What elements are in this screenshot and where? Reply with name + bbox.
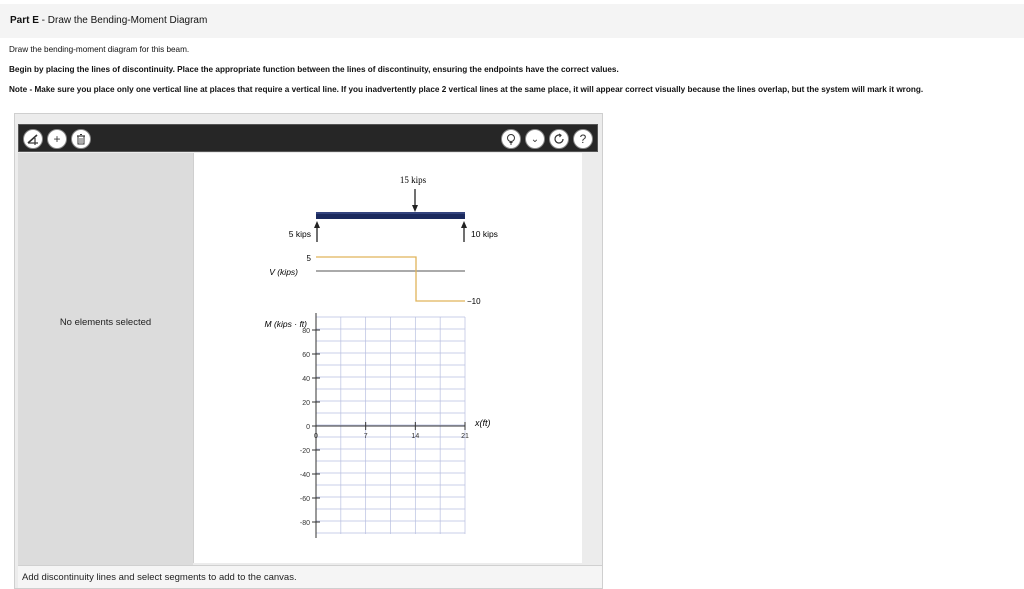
part-header	[0, 4, 1024, 38]
shear-value-neg: −10	[467, 297, 481, 306]
drawing-tool-panel	[14, 113, 603, 589]
y-tick-label: 80	[302, 328, 310, 335]
diagram-canvas[interactable]	[193, 153, 582, 563]
help-icon: ?	[579, 132, 587, 146]
status-bar	[18, 565, 602, 588]
discontinuity-icon	[26, 132, 40, 146]
properties-pane	[18, 153, 193, 565]
y-tick-label: -20	[299, 448, 310, 455]
x-tick-label: 21	[461, 433, 469, 440]
x-tick-label: 0	[314, 433, 318, 440]
trash-icon	[75, 133, 87, 145]
plus-icon: +	[53, 132, 61, 146]
reset-button[interactable]	[549, 129, 569, 149]
shear-axis-label: V (kips)	[269, 267, 298, 277]
x-axis-label: x(ft)	[475, 418, 491, 428]
y-tick-label: 0	[306, 424, 310, 431]
y-tick-label: 40	[302, 376, 310, 383]
shear-value-pos: 5	[306, 254, 311, 263]
y-tick-label: 20	[302, 400, 310, 407]
y-tick-label: -80	[299, 520, 310, 527]
shear-line	[316, 257, 465, 301]
part-title: Part E - Draw the Bending-Moment Diagram	[10, 15, 208, 26]
right-reaction-label: 10 kips	[471, 229, 498, 239]
instruction-line-2: Begin by placing the lines of discontinuity. Place the appropriate function between the lines of discontinuity, ensuring the endpoints have the correct values.	[9, 65, 619, 74]
dropdown-button[interactable]	[525, 129, 545, 149]
load-arrow-head	[412, 205, 418, 212]
moment-axis-label: M (kips · ft)	[264, 319, 307, 329]
moment-grid[interactable]	[316, 313, 465, 538]
add-tool[interactable]	[47, 129, 67, 149]
left-reaction-label: 5 kips	[288, 229, 311, 239]
selection-status: No elements selected	[59, 317, 152, 328]
status-text: Add discontinuity lines and select segments to add to the canvas.	[22, 572, 297, 583]
y-tick-label: -60	[299, 496, 310, 503]
help-button[interactable]	[573, 129, 593, 149]
y-tick-label: 60	[302, 352, 310, 359]
instruction-note: Note - Make sure you place only one vertical line at places that require a vertical line. If you inadvertently place 2 vertical lines at the same place, it will appear correct visually because the lines overlap, but the system will mark it wrong.	[9, 85, 924, 94]
discontinuity-line-tool[interactable]	[23, 129, 43, 149]
x-tick-label: 14	[411, 433, 420, 440]
left-reaction-head	[314, 221, 320, 228]
toolbar	[18, 124, 598, 152]
beam-diagram[interactable]	[194, 153, 583, 563]
y-tick-label: -40	[299, 472, 310, 479]
delete-tool[interactable]	[71, 129, 91, 149]
x-tick-label: 7	[363, 433, 368, 440]
instruction-line-1: Draw the bending-moment diagram for this beam.	[9, 45, 190, 54]
reset-icon	[553, 133, 565, 145]
hint-button[interactable]	[501, 129, 521, 149]
load-label: 15 kips	[399, 175, 427, 185]
chevron-down-icon: ⌄	[530, 133, 540, 145]
right-reaction-head	[461, 221, 467, 228]
lightbulb-icon	[505, 133, 517, 145]
